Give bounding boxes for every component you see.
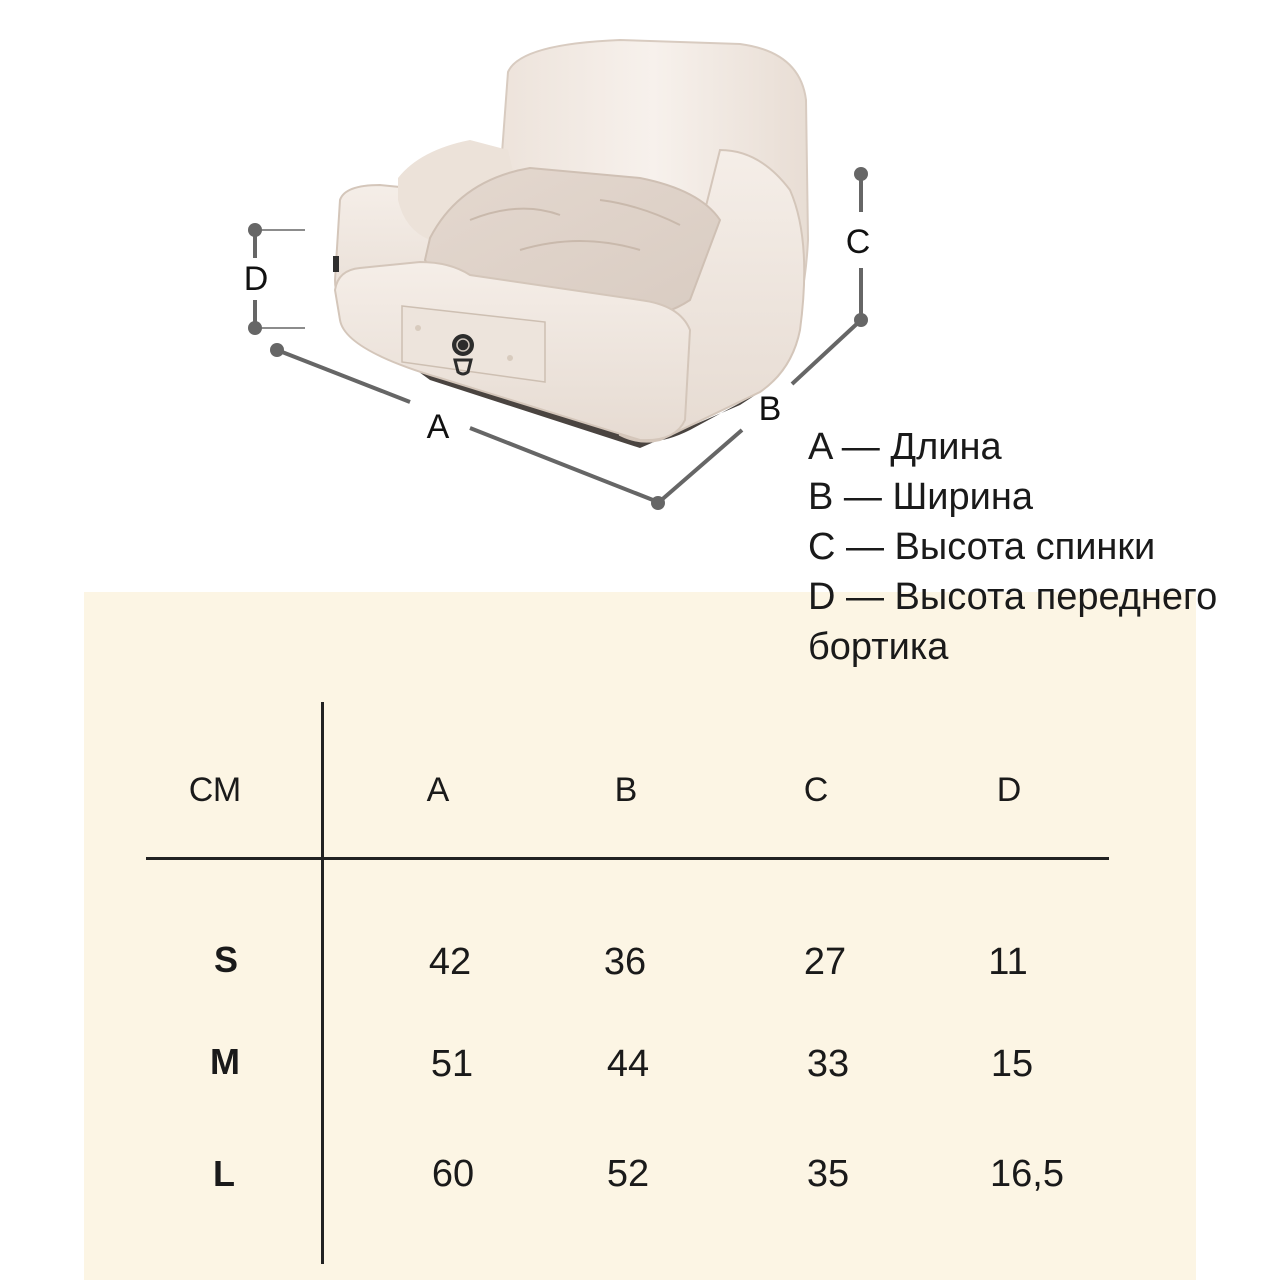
table-cell-l-d: 16,5 (990, 1153, 1064, 1195)
table-cell-l-b: 52 (606, 1153, 650, 1195)
table-vertical-divider (321, 702, 324, 1264)
table-row-label-m: M (210, 1041, 240, 1082)
table-column-header-c: C (803, 771, 829, 809)
table-horizontal-divider (146, 857, 1109, 860)
table-cell-l-c: 35 (806, 1153, 850, 1195)
table-cell-s-d: 11 (988, 941, 1028, 983)
table-cell-m-a: 51 (430, 1043, 474, 1085)
table-column-header-d: D (996, 771, 1022, 809)
table-cell-m-b: 44 (606, 1043, 650, 1085)
table-cell-s-c: 27 (803, 941, 847, 983)
table-row-label-s: S (213, 939, 238, 980)
table-cell-s-a: 42 (428, 941, 472, 983)
dimension-d-label: D (243, 260, 269, 298)
dimension-legend (808, 422, 1278, 672)
dimension-b-label: B (758, 390, 782, 428)
table-unit-header: СМ (188, 771, 242, 809)
legend-item-d: D — Высота переднего бортика (808, 576, 1218, 668)
legend-item-b: B — Ширина (808, 476, 1033, 518)
dimension-a-label: A (426, 408, 450, 446)
table-cell-m-c: 33 (806, 1043, 850, 1085)
legend-item-c: C — Высота спинки (808, 526, 1156, 568)
table-cell-l-a: 60 (431, 1153, 475, 1195)
legend-item-a: A — Длина (808, 426, 1002, 468)
table-column-header-b: B (614, 771, 638, 809)
dimension-c-label: C (845, 223, 871, 261)
table-cell-s-b: 36 (603, 941, 647, 983)
table-column-header-a: A (426, 771, 450, 809)
table-cell-m-d: 15 (990, 1043, 1034, 1085)
table-row-label-l: L (213, 1153, 235, 1194)
pet-bed-image (333, 40, 808, 448)
